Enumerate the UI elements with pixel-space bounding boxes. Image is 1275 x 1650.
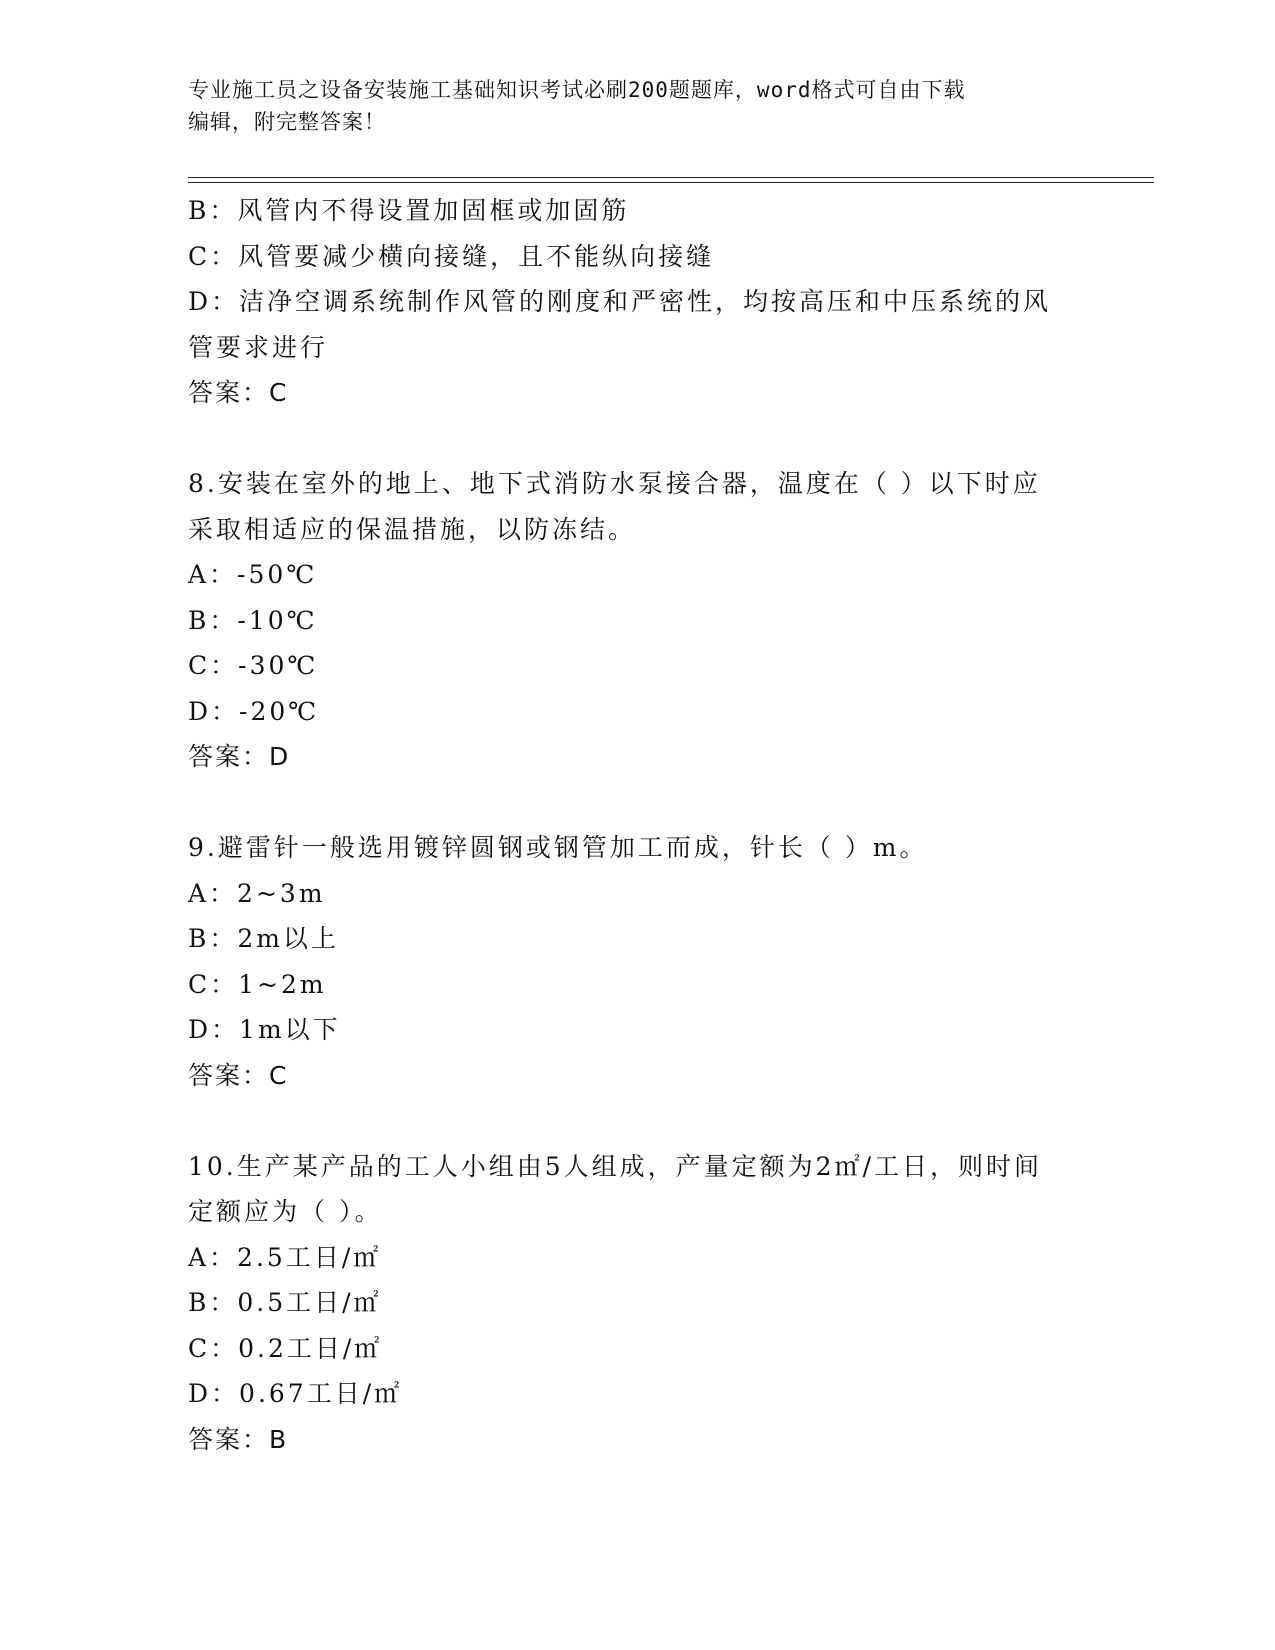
q9-option-d: D：1m以下 xyxy=(188,1015,341,1044)
q9-stem: 9.避雷针一般选用镀锌圆钢或钢管加工而成，针长（ ）m。 xyxy=(188,833,928,862)
q7-option-b: B：风管内不得设置加固框或加固筋 xyxy=(188,196,630,225)
q8-answer: 答案：D xyxy=(188,742,291,771)
q10-stem-continued: 定额应为（ ）。 xyxy=(188,1197,383,1226)
spacer xyxy=(188,1098,1088,1144)
q9-option-c: C：1~2m xyxy=(188,969,327,999)
q8-stem-continued: 采取相适应的保温措施，以防冻结。 xyxy=(188,514,637,544)
q8-option-a: A：-50℃ xyxy=(188,560,318,589)
q10-option-c: C：0.2工日/㎡ xyxy=(188,1333,383,1363)
header-divider-bottom xyxy=(188,182,1154,183)
q7-answer: 答案：C xyxy=(188,378,289,407)
q8-option-b: B：-10℃ xyxy=(188,605,318,635)
q9-option-a: A：2~3m xyxy=(188,878,326,908)
spacer xyxy=(188,780,1088,826)
question-content xyxy=(188,188,1088,1462)
q9-option-b: B：2m以上 xyxy=(188,924,339,953)
q8-option-c: C：-30℃ xyxy=(188,651,319,680)
document-header xyxy=(188,74,1088,138)
q10-option-a: A：2.5工日/㎡ xyxy=(188,1242,382,1272)
q10-option-d: D：0.67工日/㎡ xyxy=(188,1379,403,1408)
q7-option-d-continued: 管要求进行 xyxy=(188,332,329,362)
header-title-line1: 专业施工员之设备安装施工基础知识考试必刷200题题库，word格式可自由下载 xyxy=(188,78,966,102)
q10-stem: 10.生产某产品的工人小组由5人组成，产量定额为2㎡/工日，则时间 xyxy=(188,1151,1042,1181)
q7-option-c: C：风管要减少横向接缝，且不能纵向接缝 xyxy=(188,241,715,271)
header-title-line2: 编辑，附完整答案！ xyxy=(188,110,386,134)
q10-answer: 答案：B xyxy=(188,1424,289,1454)
q10-option-b: B：0.5工日/㎡ xyxy=(188,1288,382,1317)
q9-answer: 答案：C xyxy=(188,1060,289,1090)
header-divider-top xyxy=(188,177,1154,178)
q8-option-d: D：-20℃ xyxy=(188,696,320,726)
q8-stem: 8.安装在室外的地上、地下式消防水泵接合器，温度在（ ）以下时应 xyxy=(188,469,1041,498)
spacer xyxy=(188,416,1088,462)
q7-option-d: D：洁净空调系统制作风管的刚度和严密性，均按高压和中压系统的风 xyxy=(188,287,1052,316)
